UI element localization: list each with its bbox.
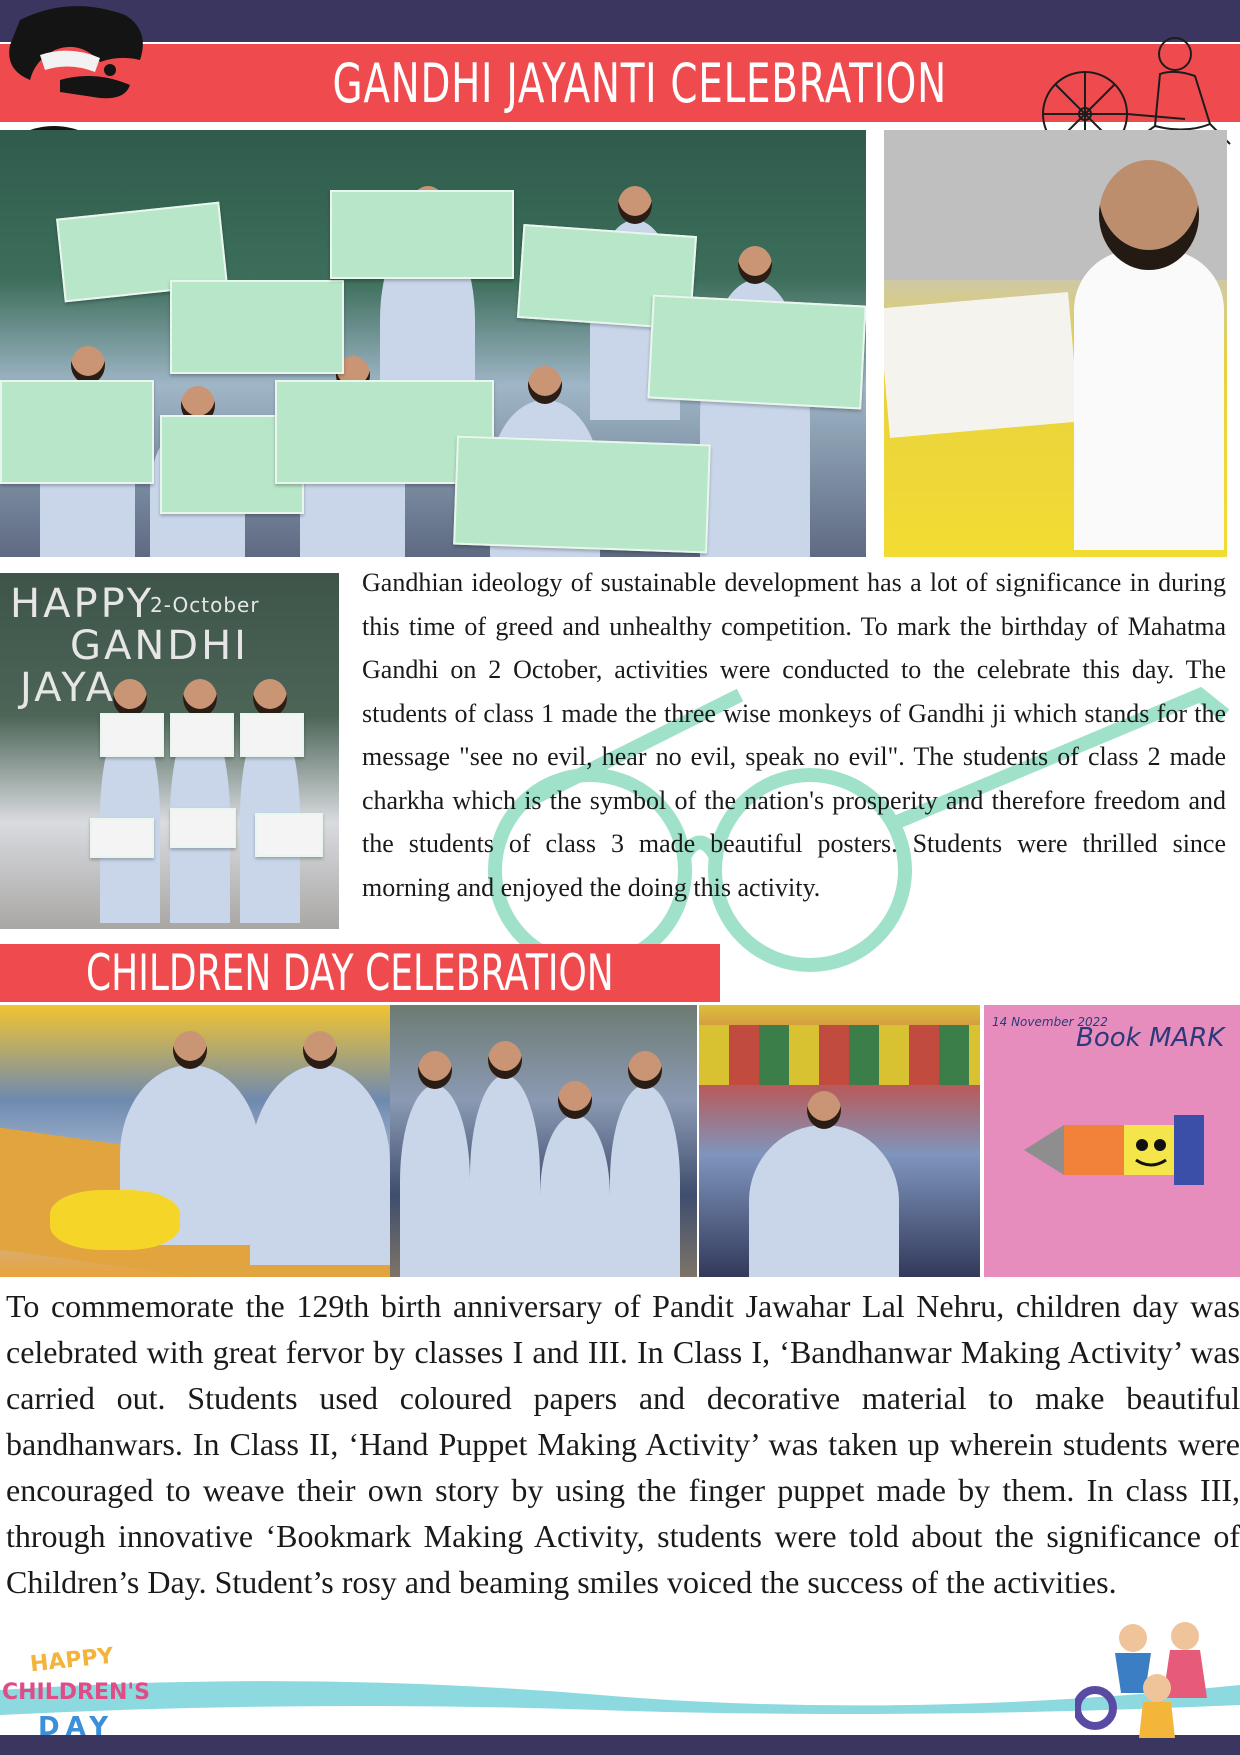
footer-wave-decoration bbox=[0, 1640, 1240, 1755]
jumping-kids-illustration-icon bbox=[1075, 1598, 1240, 1755]
children-day-title: CHILDREN DAY CELEBRATION bbox=[86, 944, 614, 1002]
bandhanwar-activity-photo bbox=[0, 1005, 390, 1277]
happy-childrens-day-logo bbox=[2, 1643, 150, 1753]
gandhi-jayanti-paragraph: Gandhian ideology of sustainable development has a lot of significance in during this time of greed and unhealthy competition. To mark the birthday of Mahatma Gandhi on 2 October, activities were conducted to the celebrate this day. The students of class 1 made the three wise monkeys of Gandhi ji which stands for the message "see no evil, hear no evil, speak no evil". The students of class 2 made charkha which is the symbol of the nation's prosperity and therefore freedom and the students of class 3 made beautiful posters. Students were thrilled since morning and enjoyed the doing this activity. bbox=[362, 568, 1226, 902]
bookmark-student-photo bbox=[699, 1005, 980, 1277]
student-head bbox=[1099, 160, 1199, 270]
logo-happy: HAPPY bbox=[28, 1643, 115, 1678]
poster-book bbox=[170, 280, 344, 374]
student-figure bbox=[540, 1115, 610, 1277]
student-figure bbox=[470, 1075, 540, 1277]
poster-book bbox=[330, 190, 514, 279]
poster-book bbox=[647, 294, 866, 409]
bookmark-date: 14 November 2022 bbox=[992, 1015, 1108, 1029]
bookmark-craft-photo bbox=[984, 1005, 1240, 1277]
classroom-benches bbox=[699, 1025, 980, 1085]
logo-childrens: CHILDREN'S bbox=[2, 1680, 150, 1705]
gandhi-class-posters-photo bbox=[0, 130, 866, 557]
poster-book bbox=[170, 713, 234, 757]
student-figure bbox=[749, 1125, 899, 1277]
poster-book bbox=[90, 818, 154, 858]
gandhi-jayanti-title: GANDHI JAYANTI CELEBRATION bbox=[332, 51, 948, 115]
children-day-banner bbox=[0, 944, 720, 1002]
logo-day: DAY bbox=[38, 1712, 115, 1742]
poster-book bbox=[255, 813, 323, 857]
student-writing-photo bbox=[884, 130, 1227, 557]
happy-gandhi-jayanti-board-photo bbox=[0, 573, 339, 929]
worksheet bbox=[884, 292, 1079, 438]
chalk-gandhi: GANDHI bbox=[70, 623, 249, 669]
chalk-date: 2-October bbox=[150, 593, 260, 617]
yellow-craft bbox=[50, 1190, 180, 1250]
pencil-bookmark-icon bbox=[1024, 1105, 1214, 1195]
hand-puppet-activity-photo bbox=[390, 1005, 697, 1277]
poster-book bbox=[0, 380, 154, 484]
chalk-happy: HAPPY bbox=[10, 581, 155, 627]
student-figure bbox=[1074, 250, 1224, 550]
student-figure bbox=[610, 1085, 680, 1277]
bookmark-title: Book MARK bbox=[1076, 1023, 1225, 1053]
poster-book bbox=[170, 808, 236, 848]
poster-book bbox=[453, 436, 711, 554]
poster-book bbox=[240, 713, 304, 757]
chalk-jayanti: JAYA bbox=[20, 665, 117, 711]
poster-book bbox=[100, 713, 164, 757]
student-figure bbox=[400, 1085, 470, 1277]
children-day-paragraph: To commemorate the 129th birth anniversary of Pandit Jawahar Lal Nehru, children day was celebrated with great fervor by classes I and III. In Class I, ‘Bandhanwar Making Activity’ was carried out. Students used coloured papers and decorative material to make beautiful bandhanwars. In Class II, ‘Hand Puppet Making Activity’ was taken up wherein students were encouraged to weave their own story by using the finger puppet made by them. In class III, through innovative ‘Bookmark Making Activity, students were told about the significance of Children’s Day. Student’s rosy and beaming smiles voiced the success of the activities. bbox=[6, 1288, 1240, 1600]
student-figure bbox=[250, 1065, 390, 1265]
